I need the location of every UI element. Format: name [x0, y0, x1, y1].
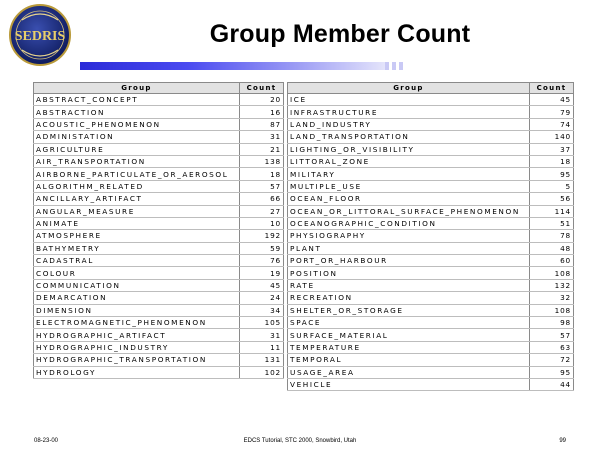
member-count-cell: 20 — [240, 94, 284, 106]
column-header-count: Count — [530, 83, 574, 94]
group-name-cell: ABSTRACT_CONCEPT — [34, 94, 240, 106]
group-name-cell: AGRICULTURE — [34, 143, 240, 155]
group-name-cell: PHYSIOGRAPHY — [288, 230, 530, 242]
group-name-cell: MILITARY — [288, 168, 530, 180]
member-count-cell: 31 — [240, 329, 284, 341]
group-name-cell: LITTORAL_ZONE — [288, 155, 530, 167]
group-name-cell: ADMINISTATION — [34, 131, 240, 143]
logo-text: SEDRIS — [14, 29, 66, 44]
table-row — [34, 267, 284, 279]
member-count-cell: 27 — [240, 205, 284, 217]
column-header-group: Group — [34, 83, 240, 94]
group-name-cell: LAND_INDUSTRY — [288, 118, 530, 130]
table-row — [34, 341, 284, 353]
member-count-cell: 32 — [530, 292, 574, 304]
table-row — [34, 205, 284, 217]
table-row — [34, 131, 284, 143]
table-row — [34, 317, 284, 329]
page-title: Group Member Count — [209, 20, 471, 48]
table-row — [34, 118, 284, 130]
group-name-cell: ANCILLARY_ARTIFACT — [34, 193, 240, 205]
table-row — [288, 292, 574, 304]
group-name-cell: SURFACE_MATERIAL — [288, 329, 530, 341]
table-row — [288, 205, 574, 217]
table-row — [288, 366, 574, 378]
group-name-cell: HYDROGRAPHIC_TRANSPORTATION — [34, 354, 240, 366]
group-name-cell: DIMENSION — [34, 304, 240, 316]
member-count-cell: 108 — [530, 304, 574, 316]
member-count-cell: 192 — [240, 230, 284, 242]
group-name-cell: MULTIPLE_USE — [288, 180, 530, 192]
table-row — [34, 180, 284, 192]
member-count-cell: 105 — [240, 317, 284, 329]
member-count-cell: 21 — [240, 143, 284, 155]
group-name-cell: USAGE_AREA — [288, 366, 530, 378]
table-row — [34, 94, 284, 106]
group-name-cell: HYDROGRAPHIC_INDUSTRY — [34, 341, 240, 353]
group-name-cell: PLANT — [288, 242, 530, 254]
table-row — [288, 378, 574, 390]
member-count-cell: 45 — [530, 94, 574, 106]
member-count-cell: 138 — [240, 155, 284, 167]
group-name-cell: OCEANOGRAPHIC_CONDITION — [288, 217, 530, 229]
member-count-cell: 51 — [530, 217, 574, 229]
group-name-cell: PORT_OR_HARBOUR — [288, 255, 530, 267]
table-row — [288, 279, 574, 291]
member-count-cell: 18 — [240, 168, 284, 180]
table-row — [34, 354, 284, 366]
title-underline — [80, 62, 385, 70]
member-count-cell: 63 — [530, 341, 574, 353]
table-row — [288, 230, 574, 242]
table-row — [34, 143, 284, 155]
group-name-cell: ACOUSTIC_PHENOMENON — [34, 118, 240, 130]
group-name-cell: RECREATION — [288, 292, 530, 304]
group-name-cell: ABSTRACTION — [34, 106, 240, 118]
table-row — [288, 267, 574, 279]
table-row — [34, 329, 284, 341]
group-name-cell: ELECTROMAGNETIC_PHENOMENON — [34, 317, 240, 329]
group-name-cell: OCEAN_FLOOR — [288, 193, 530, 205]
table-row — [288, 341, 574, 353]
member-count-cell: 79 — [530, 106, 574, 118]
member-count-cell: 11 — [240, 341, 284, 353]
member-count-cell: 57 — [530, 329, 574, 341]
table-row — [34, 304, 284, 316]
group-name-cell: POSITION — [288, 267, 530, 279]
member-count-cell: 48 — [530, 242, 574, 254]
group-name-cell: AIRBORNE_PARTICULATE_OR_AEROSOL — [34, 168, 240, 180]
table-row — [288, 155, 574, 167]
group-name-cell: ANIMATE — [34, 217, 240, 229]
table-row — [288, 106, 574, 118]
column-header-group: Group — [288, 83, 530, 94]
table-row — [34, 255, 284, 267]
member-count-cell: 74 — [530, 118, 574, 130]
member-count-cell: 98 — [530, 317, 574, 329]
member-count-cell: 66 — [240, 193, 284, 205]
group-name-cell: SHELTER_OR_STORAGE — [288, 304, 530, 316]
member-count-cell: 31 — [240, 131, 284, 143]
group-name-cell: ANGULAR_MEASURE — [34, 205, 240, 217]
table-row — [288, 255, 574, 267]
table-row — [34, 168, 284, 180]
table-row — [288, 242, 574, 254]
footer-presentation-info: EDCS Tutorial, STC 2000, Snowbird, Utah — [243, 438, 357, 444]
table-row — [34, 242, 284, 254]
table-row — [288, 304, 574, 316]
table-row — [288, 180, 574, 192]
table-row — [288, 317, 574, 329]
group-name-cell: VEHICLE — [288, 378, 530, 390]
table-row — [288, 329, 574, 341]
table-row — [288, 354, 574, 366]
group-name-cell: ICE — [288, 94, 530, 106]
table-row — [288, 118, 574, 130]
member-count-cell: 10 — [240, 217, 284, 229]
member-count-cell: 56 — [530, 193, 574, 205]
table-row — [288, 94, 574, 106]
table-row — [34, 217, 284, 229]
group-name-cell: HYDROGRAPHIC_ARTIFACT — [34, 329, 240, 341]
member-count-cell: 78 — [530, 230, 574, 242]
group-count-table-left — [33, 82, 284, 379]
table-row — [288, 131, 574, 143]
member-count-cell: 19 — [240, 267, 284, 279]
group-name-cell: TEMPORAL — [288, 354, 530, 366]
group-count-table-right — [287, 82, 574, 391]
member-count-cell: 87 — [240, 118, 284, 130]
member-count-cell: 34 — [240, 304, 284, 316]
member-count-cell: 131 — [240, 354, 284, 366]
member-count-cell: 5 — [530, 180, 574, 192]
group-name-cell: COLOUR — [34, 267, 240, 279]
member-count-cell: 72 — [530, 354, 574, 366]
table-row — [34, 106, 284, 118]
member-count-cell: 59 — [240, 242, 284, 254]
group-name-cell: AIR_TRANSPORTATION — [34, 155, 240, 167]
group-name-cell: BATHYMETRY — [34, 242, 240, 254]
member-count-cell: 132 — [530, 279, 574, 291]
member-count-cell: 108 — [530, 267, 574, 279]
table-row — [34, 292, 284, 304]
member-count-cell: 140 — [530, 131, 574, 143]
table-row — [34, 279, 284, 291]
member-count-cell: 24 — [240, 292, 284, 304]
group-name-cell: COMMUNICATION — [34, 279, 240, 291]
group-name-cell: CADASTRAL — [34, 255, 240, 267]
group-name-cell: LAND_TRANSPORTATION — [288, 131, 530, 143]
member-count-cell: 16 — [240, 106, 284, 118]
table-row — [34, 366, 284, 378]
table-row — [288, 193, 574, 205]
member-count-cell: 18 — [530, 155, 574, 167]
footer-date: 08-23-00 — [34, 438, 59, 444]
group-name-cell: INFRASTRUCTURE — [288, 106, 530, 118]
member-count-cell: 102 — [240, 366, 284, 378]
group-name-cell: SPACE — [288, 317, 530, 329]
member-count-cell: 45 — [240, 279, 284, 291]
group-name-cell: HYDROLOGY — [34, 366, 240, 378]
member-count-cell: 57 — [240, 180, 284, 192]
group-name-cell: TEMPERATURE — [288, 341, 530, 353]
member-count-cell: 37 — [530, 143, 574, 155]
footer-page-number: 99 — [559, 438, 566, 444]
group-name-cell: DEMARCATION — [34, 292, 240, 304]
column-header-count: Count — [240, 83, 284, 94]
member-count-cell: 60 — [530, 255, 574, 267]
member-count-cell: 44 — [530, 378, 574, 390]
table-row — [288, 143, 574, 155]
table-row — [288, 168, 574, 180]
group-name-cell: OCEAN_OR_LITTORAL_SURFACE_PHENOMENON — [288, 205, 530, 217]
table-row — [34, 230, 284, 242]
table-row — [34, 193, 284, 205]
member-count-cell: 95 — [530, 168, 574, 180]
group-name-cell: RATE — [288, 279, 530, 291]
table-row — [288, 217, 574, 229]
member-count-cell: 95 — [530, 366, 574, 378]
member-count-cell: 114 — [530, 205, 574, 217]
sedris-logo — [4, 2, 76, 68]
group-name-cell: LIGHTING_OR_VISIBILITY — [288, 143, 530, 155]
group-name-cell: ALGORITHM_RELATED — [34, 180, 240, 192]
member-count-cell: 76 — [240, 255, 284, 267]
table-row — [34, 155, 284, 167]
group-name-cell: ATMOSPHERE — [34, 230, 240, 242]
